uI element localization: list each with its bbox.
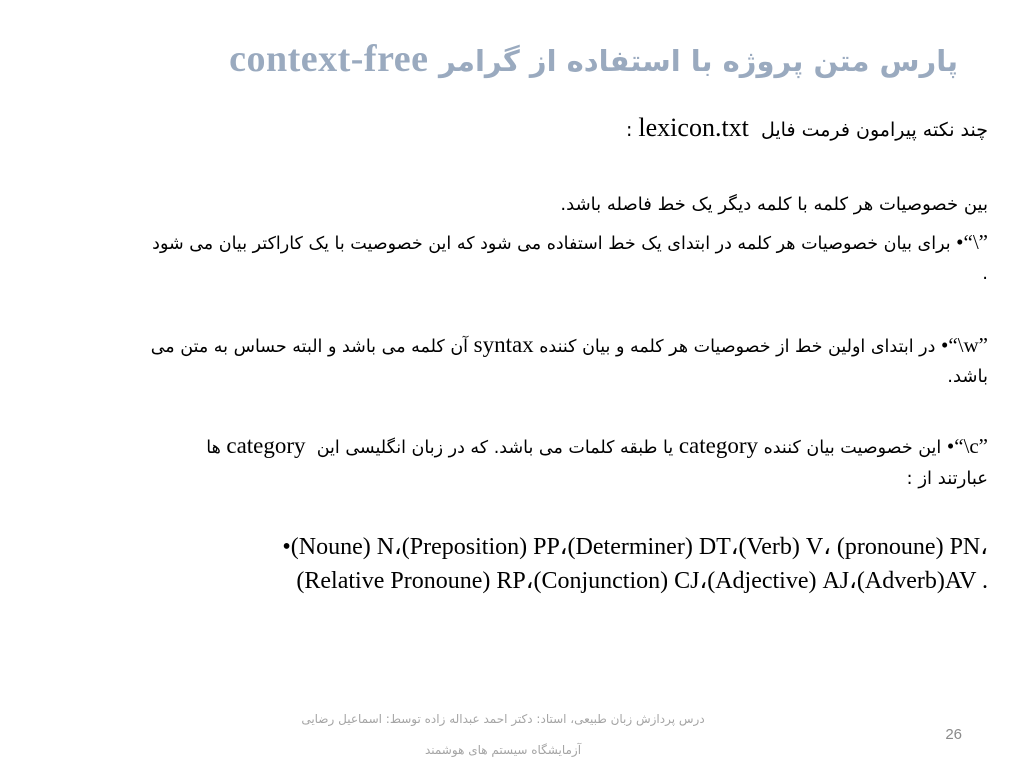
bullet-backslash-line: [152, 232, 988, 254]
bullet-c-category: category: [678, 433, 758, 458]
bullet-w-text-b: آن کلمه می باشد و البته حساس به متن می: [150, 337, 469, 357]
slide-title-english: context-free: [229, 38, 429, 80]
bullet-c-prefix: •“\c”: [946, 434, 988, 458]
category-list-line-2: (Relative Pronoune) RP،(Conjunction) CJ،(Adjective) AJ،(Adverb)AV .: [296, 568, 988, 594]
bullet-w-syntax: syntax: [473, 332, 534, 357]
intro-line: [626, 115, 988, 141]
bullet-c-text-a: این خصوصیت بیان کننده: [763, 438, 942, 458]
footer-lab-name: آزمایشگاه سیستم های هوشمند: [424, 743, 582, 757]
bullet-c-line: [206, 434, 988, 458]
category-list-line-1: •(Noune) N،(Preposition) PP،(Determiner) DT،(Verb) V، (pronoune) PN،: [282, 534, 988, 560]
footer-course-info: درس پردازش زبان طبیعی، استاد: دکتر احمد عبداله زاده توسط: اسماعیل رضایی: [301, 712, 705, 726]
bullet-c-text-b: یا طبقه کلمات می باشد. که در زبان انگلیسی این: [316, 438, 674, 458]
bullet-w-end: باشد.: [947, 366, 988, 387]
page-number: 26: [945, 726, 962, 743]
slide-title-persian: پارس متن پروژه با استفاده از گرامر: [438, 44, 958, 78]
intro-colon: :: [625, 119, 633, 141]
bullet-w-line: [151, 333, 988, 357]
intro-filename: lexicon.txt: [638, 113, 749, 142]
bullet-w-text-a: در ابتدای اولین خط از خصوصیات هر کلمه و بیان کننده: [539, 337, 936, 357]
bullet-c-category-2: category: [226, 433, 306, 458]
separator-rule-text: بین خصوصیات هر کلمه با کلمه دیگر یک خط فاصله باشد.: [560, 194, 988, 215]
bullet-backslash-prefix: •“\”: [956, 230, 988, 254]
bullet-backslash-end: .: [982, 263, 988, 284]
bullet-c-text-c: ها: [206, 438, 221, 458]
bullet-w-prefix: •“\w”: [941, 333, 988, 357]
slide-title: [229, 40, 958, 78]
intro-text: چند نکته پیرامون فرمت فایل: [761, 119, 988, 141]
bullet-backslash-text: برای بیان خصوصیات هر کلمه در ابتدای یک خط استفاده می شود که این خصوصیت با یک کاراکتر بیان می شود: [152, 234, 951, 254]
bullet-c-end: عبارتند از :: [906, 468, 988, 489]
